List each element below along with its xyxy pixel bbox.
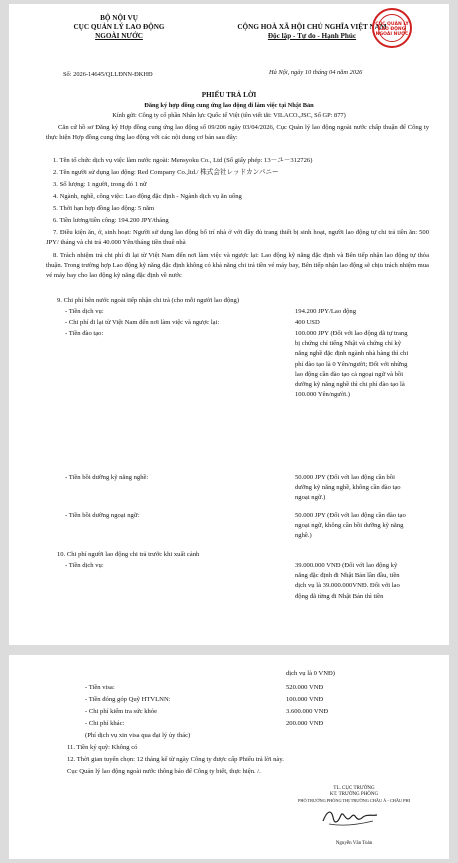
s10-note: (Phí dịch vụ xin visa qua đại lý ủy thác): [85, 732, 191, 739]
section-9-heading: 9. Chi phí bên nước ngoài tiếp nhận chi trả (cho mỗi người lao động): [57, 297, 240, 304]
signature-title-1: TL. CỤC TRƯỞNG: [333, 786, 375, 791]
item-1: 1. Tên tổ chức dịch vụ việc làm nước ngoài: Mensyoku Co., Ltd (Số giấy phép: 13－ユ－312726): [53, 157, 313, 164]
s10-row-value: 3.600.000 VNĐ: [286, 708, 329, 715]
official-seal: CỤC QUẢN LÝ LAO ĐỘNG NGOÀI NƯỚC: [372, 8, 412, 48]
s10-row-label: - Tiền visa:: [85, 684, 115, 691]
s9-row-label: - Tiền đào tạo:: [65, 330, 104, 337]
s9-row-label: - Tiền bồi dưỡng kỹ năng nghề:: [65, 474, 149, 481]
closing-line: Cục Quản lý lao động ngoài nước thông báo để Công ty biết, thực hiện. /.: [67, 768, 261, 775]
s9-row-label: - Chi phí đi lại từ Việt Nam đến nơi làm việc và ngược lại:: [65, 319, 220, 326]
document-title: PHIẾU TRẢ LỜI: [201, 91, 257, 99]
s9-row-value: 50.000 JPY (Đối với lao động cần đào tạo ngoại ngữ, không cần bồi dưỡng kỹ năng nghề.): [295, 512, 406, 540]
item-12: 12. Thời gian tuyển chọn: 12 tháng kể từ ngày Công ty được cấp Phiếu trả lời này.: [67, 756, 284, 763]
s10-service-value-part1: 39.000.000 VNĐ (Đối với lao động kỹ năng đặc định đi Nhật Bản lần đầu, tiền dịch vụ là 39.000.000VNĐ. Đối với lao động đã từng đi Nhật Bản thì tiền: [295, 562, 400, 600]
signature-title-3: PHÓ TRƯỞNG PHÒNG THỊ TRƯỜNG CHÂU Á - CHÂU PHI: [297, 798, 411, 803]
s9-row-label: - Tiền dịch vụ:: [65, 308, 104, 315]
signature-title-2: KT. TRƯỞNG PHÒNG: [329, 792, 379, 797]
section-10-heading: 10. Chi phí người lao động chi trả trước khi xuất cảnh: [57, 551, 200, 558]
item-4: 4. Ngành, nghề, công việc: Lao động đặc định - Ngành dịch vụ ăn uống: [53, 193, 242, 200]
item-11: 11. Tiền ký quỹ: Không có: [67, 744, 138, 751]
s10-row-value: 520.000 VNĐ: [286, 684, 324, 691]
s10-service-label: - Tiền dịch vụ:: [65, 562, 104, 569]
intro-paragraph: Căn cứ hồ sơ Đăng ký Hợp đồng cung ứng lao động số 09/206 ngày 03/04/2026, Cục Quản lý lao động ngoài nước chấp thuận để Công ty thực hiện Hợp đồng cung ứng lao động với các nội dung cơ bản sau đây:: [46, 124, 429, 142]
document-subtitle: Đăng ký hợp đồng cung ứng lao động đi làm việc tại Nhật Bản: [144, 102, 314, 109]
s10-row-value: 200.000 VNĐ: [286, 720, 324, 727]
document-page-1: [9, 4, 449, 645]
s10-row-value: 100.000 VNĐ: [286, 696, 324, 703]
item-2: 2. Tên người sử dụng lao động: Red Company Co.,ltd./ 株式会社レッドカンパニー: [53, 169, 279, 176]
item-3: 3. Số lượng: 1 người, trong đó 1 nữ: [53, 181, 147, 188]
s10-row-label: - Tiền đóng góp Quỹ HTVLNN:: [85, 696, 171, 703]
item-8: 8. Trách nhiệm trả chi phí đi lại từ Việt Nam đến nơi làm việc và ngược lại: Lao động kỹ năng đặc định và Bên tiếp nhận lao động tự thỏa thuận. Trong trường hợp Lao động kỹ năng đặc định không có khả năng chi trả tiền vé máy bay, Bên tiếp nhận lao động sẽ chịu trách nhiệm mua vé máy bay cho lao động kỹ năng đặc định về nước: [46, 252, 429, 280]
document-number: Số: 2026-14645/QLLĐNN-ĐKHĐ: [63, 71, 153, 78]
s9-row-value: 194.200 JPY/Lao động: [295, 308, 356, 315]
s10-row-label: - Chi phí khác:: [85, 720, 125, 727]
document-page-2: [9, 655, 449, 859]
handwritten-signature: [321, 807, 381, 829]
s9-row-value: 400 USD: [295, 319, 320, 326]
ministry-name: BỘ NỘI VỤ: [100, 14, 138, 22]
department-name-line1: CỤC QUẢN LÝ LAO ĐỘNG: [73, 23, 165, 31]
s10-service-value-part2: dịch vụ là 0 VNĐ): [286, 670, 335, 677]
item-5: 5. Thời hạn hợp đồng lao động: 5 năm: [53, 205, 155, 212]
recipient-line: Kính gửi: Công ty cổ phần Nhân lực Quốc tế Việt (tên viết tắt: VILACO.,JSC, Số GP: 877): [112, 112, 346, 119]
item-6: 6. Tiền lương/tiền công: 194.200 JPY/tháng: [53, 217, 169, 224]
place-date: Hà Nội, ngày 10 tháng 04 năm 2026: [269, 69, 363, 76]
department-name-line2: NGOÀI NƯỚC: [95, 32, 143, 40]
item-7: 7. Điều kiện ăn, ở, sinh hoạt: Người sử dụng lao động bố trí nhà ở với đầy đủ trang thiết bị sinh hoạt, người lao động tự chi trả tiền ăn: 500 JPY/ tháng và chi trả 40.000 Yên/tháng tiền thuê nhà: [46, 229, 429, 247]
country-name: CỘNG HOÀ XÃ HỘI CHỦ NGHĨA VIỆT NAM: [237, 23, 387, 31]
signer-name: Nguyễn Văn Toản: [335, 841, 373, 846]
s10-row-label: - Chi phí kiểm tra sức khỏe: [85, 708, 158, 715]
s9-row-value: 50.000 JPY (Đối với lao động cần bồi dưỡng kỹ năng nghề, không cần đào tạo ngoại ngữ.): [295, 474, 401, 502]
s9-row-value: 100.000 JPY (Đối với lao động đã tự trang bị chứng chỉ tiếng Nhật và chứng chỉ kỹ năng nghề đặc định ngành nhà hàng thì chi phí đào tạo là 0 Yên/người; Đối với những lao động cần đào tạo cả ngoại ngữ và bồi dưỡng kỹ năng nghề thì chi phí đào tạo là 100.000 Yên/người.): [295, 330, 409, 399]
s9-row-label: - Tiền bồi dưỡng ngoại ngữ:: [65, 512, 140, 519]
national-motto: Độc lập - Tự do - Hạnh Phúc: [267, 32, 357, 40]
